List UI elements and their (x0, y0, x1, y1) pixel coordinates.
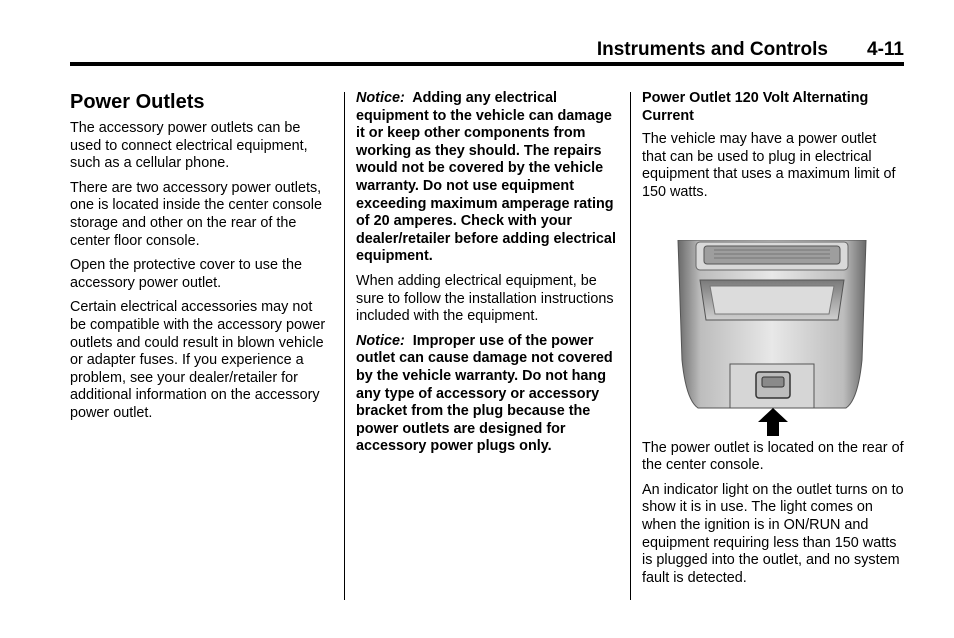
column-3 (642, 90, 904, 594)
notice-text: Improper use of the power outlet can cause damage not covered by the vehicle warranty. Do not hang any type of accessory or accessory bracket from the plug because the power outlets are designed for accessory power plugs only. (356, 332, 613, 455)
column-divider-1 (344, 92, 345, 600)
paragraph: The power outlet is located on the rear of the center console. (642, 439, 904, 474)
paragraph: An indicator light on the outlet turns on to show it is in use. The light comes on when the ignition is in ON/RUN and equipment requiring less than 150 watts is plugged into the outlet, and no system fault is detected. (642, 481, 904, 586)
column-divider-2 (630, 92, 631, 600)
paragraph: There are two accessory power outlets, one is located inside the center console storage and other on the rear of the center floor console. (70, 179, 322, 249)
notice-label: Notice: (356, 90, 405, 106)
paragraph: The vehicle may have a power outlet that can be used to plug in electrical equipment that uses a maximum limit of 150 watts. (642, 131, 896, 200)
column-2 (356, 90, 618, 463)
notice-text: Adding any electrical equipment to the vehicle can damage it or keep other components from working as they should. The repairs would not be covered by the vehicle warranty. Do not use equipment exceeding maximum amperage rating of 20 amperes. Check with your dealer/retailer before adding electrical equipment. (356, 90, 616, 265)
subsection-heading: Power Outlet 120 Volt Alternating Current (642, 90, 869, 124)
notice-block (356, 90, 618, 266)
header-bar (70, 38, 904, 62)
paragraph: When adding electrical equipment, be sure to follow the installation instructions included with the equipment. (356, 272, 614, 325)
section-title: Instruments and Controls (596, 39, 828, 60)
paragraph: Certain electrical accessories may not be compatible with the accessory power outlets and could result in blown vehicle or adapter fuses. If you experience a problem, see your dealer/retailer for additional information on the accessory power outlet. (70, 299, 326, 421)
section-heading: Power Outlets (70, 91, 205, 113)
paragraph: Open the protective cover to use the accessory power outlet. (70, 257, 302, 291)
notice-block (356, 333, 618, 456)
column-1 (70, 90, 332, 430)
notice-label: Notice: (356, 332, 405, 349)
page-number: 4-11 (867, 39, 904, 60)
header-rule (70, 62, 904, 66)
paragraph: The accessory power outlets can be used to connect electrical equipment, such as a cellular phone. (70, 120, 308, 172)
console-outlet-illustration (674, 240, 870, 436)
